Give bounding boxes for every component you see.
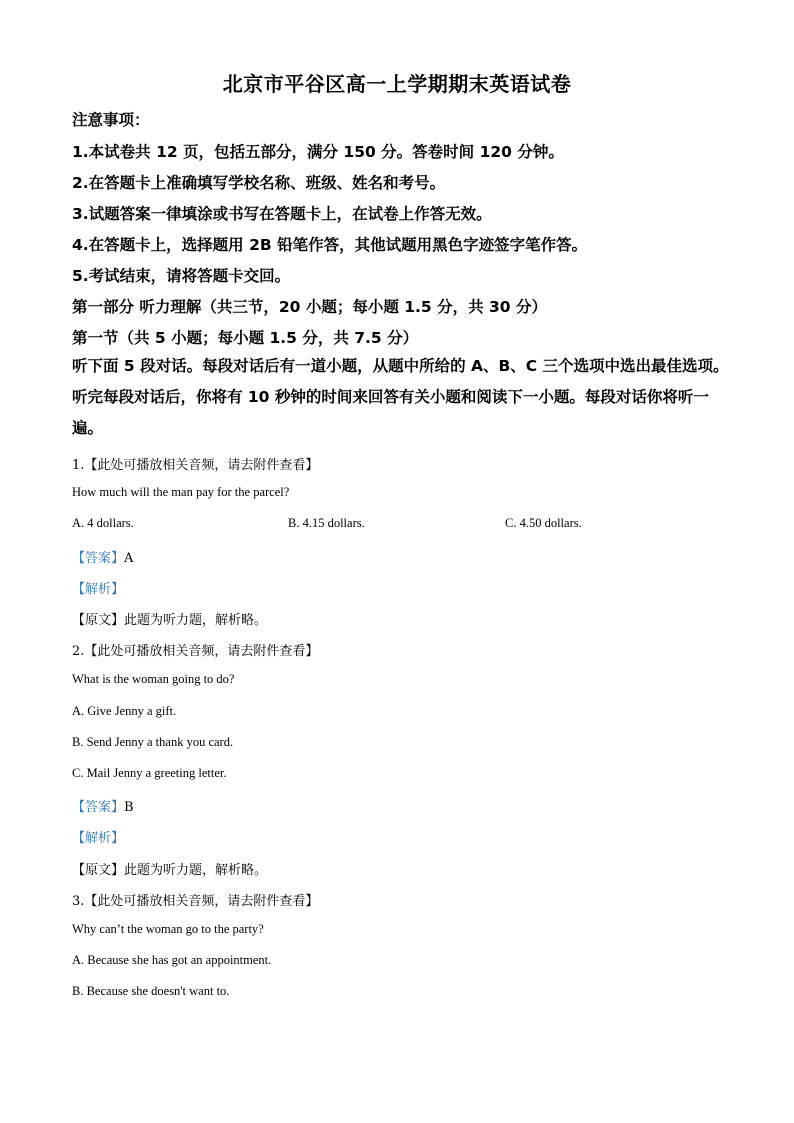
section-heading: 第一节（共 5 小题；每小题 1.5 分，共 7.5 分） bbox=[72, 329, 419, 347]
option-b: B. 4.15 dollars. bbox=[288, 516, 365, 530]
question-header: 1.【此处可播放相关音频，请去附件查看】 bbox=[72, 458, 319, 473]
original-text: 【原文】此题为听力题，解析略。 bbox=[72, 863, 268, 878]
answer-label: 【答案】 bbox=[72, 800, 125, 815]
part-heading: 第一部分 听力理解（共三节，20 小题；每小题 1.5 分，共 30 分） bbox=[72, 298, 547, 316]
analysis-label: 【解析】 bbox=[72, 582, 125, 597]
answer-value: A bbox=[124, 551, 134, 566]
option-a: A. 4 dollars. bbox=[72, 516, 134, 530]
option-b: B. Send Jenny a thank you card. bbox=[72, 735, 234, 749]
option-c: C. 4.50 dollars. bbox=[505, 516, 582, 530]
question-header: 3.【此处可播放相关音频，请去附件查看】 bbox=[72, 894, 319, 909]
notice-item: 1.本试卷共 12 页，包括五部分，满分 150 分。答卷时间 120 分钟。 bbox=[72, 143, 564, 161]
option-c: C. Mail Jenny a greeting letter. bbox=[72, 766, 227, 780]
analysis-label: 【解析】 bbox=[72, 831, 125, 846]
question-text: Why can’t the woman go to the party? bbox=[72, 922, 264, 936]
notice-item: 5.考试结束，请将答题卡交回。 bbox=[72, 267, 291, 285]
page-title: 北京市平谷区高一上学期期末英语试卷 bbox=[222, 72, 572, 96]
answer-line bbox=[72, 547, 754, 566]
answer-label: 【答案】 bbox=[72, 551, 125, 566]
listening-instructions: 听下面 5 段对话。每段对话后有一道小题，从题中所给的 A、B、C 三个选项中选出最佳选项。听完每段对话后，你将有 10 秒钟的时间来回答有关小题和阅读下一小题。每段对话你将听一遍。 bbox=[72, 357, 729, 437]
answer-value: B bbox=[124, 800, 134, 815]
option-b: B. Because she doesn't want to. bbox=[72, 984, 230, 998]
notice-item: 2.在答题卡上准确填写学校名称、班级、姓名和考号。 bbox=[72, 174, 446, 192]
question-header: 2.【此处可播放相关音频，请去附件查看】 bbox=[72, 644, 319, 659]
answer-line bbox=[72, 796, 754, 815]
option-a: A. Because she has got an appointment. bbox=[72, 953, 272, 967]
notice-item: 4.在答题卡上，选择题用 2B 铅笔作答，其他试题用黑色字迹签字笔作答。 bbox=[72, 236, 588, 254]
notice-item: 3.试题答案一律填涂或书写在答题卡上，在试卷上作答无效。 bbox=[72, 205, 492, 223]
question-text: How much will the man pay for the parcel? bbox=[72, 485, 290, 499]
notice-heading: 注意事项： bbox=[72, 111, 150, 129]
option-a: A. Give Jenny a gift. bbox=[72, 704, 177, 718]
original-text: 【原文】此题为听力题，解析略。 bbox=[72, 613, 268, 628]
question-text: What is the woman going to do? bbox=[72, 672, 235, 686]
